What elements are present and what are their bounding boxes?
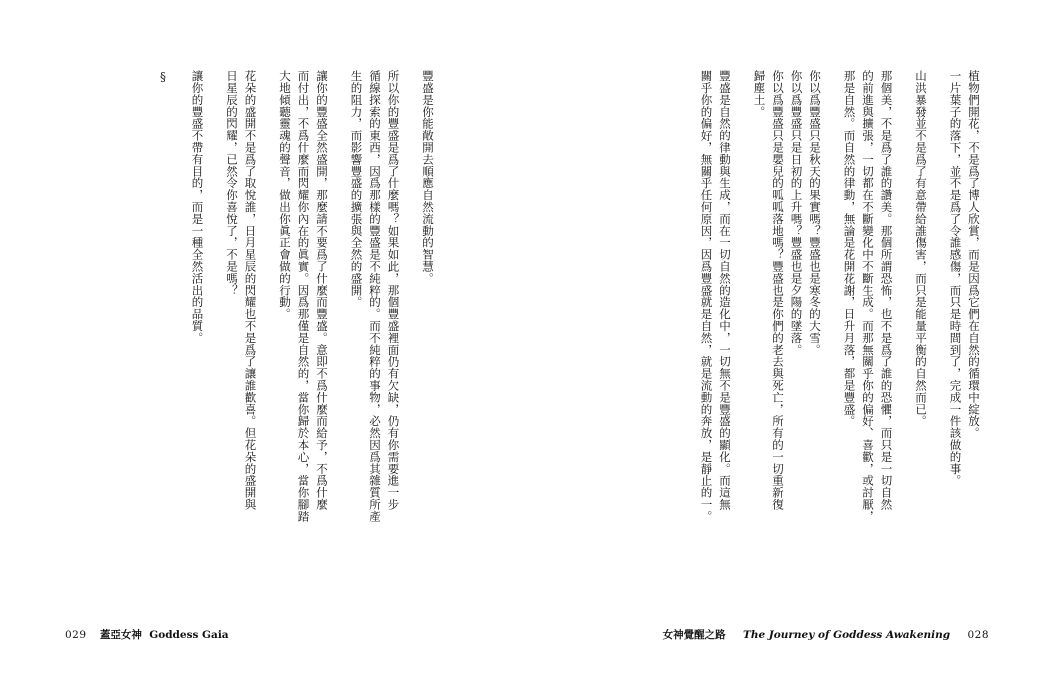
running-head-english: Goddess Gaia — [149, 629, 229, 641]
paragraph-line: 讓你的豐盛全然盛開，那麼請不要爲了什麼而豐盛。意即不爲什麼而給予，不爲什麼 — [315, 70, 329, 511]
section-mark: § — [156, 70, 170, 84]
paragraph-line: 山洪暴發並不是爲了有意帶給誰傷害，而只是能量平衡的自然而已。 — [914, 70, 928, 427]
paragraph-line: 豐盛是自然的律動與生成，而在一切自然的造化中，一切無不是豐盛的顯化。而這無 — [718, 70, 732, 511]
right-page — [525, 0, 1051, 675]
paragraph-line: 那是自然。而自然的律動，無論是花開花謝，日升月落，都是豐盛。 — [842, 70, 857, 427]
paragraph-line: 歸塵土。 — [752, 70, 767, 118]
paragraph-line: 讓你的豐盛不帶有目的，而是一種全然活出的品質。 — [190, 70, 205, 344]
left-page — [0, 0, 525, 675]
paragraph-line: 你以爲豐盛只是嬰兒的呱呱落地嗎？豐盛也是你們的老去與死亡，所有的一切重新復 — [771, 70, 785, 511]
paragraph-line: 日星辰的閃耀，已然令你喜悅了，不是嗎？ — [225, 70, 239, 297]
paragraph-line: 的前進與擴張，一切都在不斷變化中不斷生成。而那無關乎你的偏好、喜歡，或討厭， — [861, 70, 875, 523]
running-head-chinese: 女神覺醒之路 — [662, 629, 726, 641]
paragraph-line: 植物們開花，不是爲了博人欣賞，而是因爲它們在自然的循環中綻放。 — [967, 70, 981, 439]
paragraph-line: 大地傾聽靈魂的聲音，做出你眞正會做的行動。 — [278, 70, 292, 320]
paragraph-line: 那個美，不是爲了誰的讚美。那個所謂恐怖，也不是爲了誰的恐懼，而只是一切自然 — [879, 70, 894, 511]
paragraph-line: 循線探索的東西，因爲那樣的豐盛是不純粹的。而不純粹的事物，必然因爲其雜質所產 — [368, 70, 382, 523]
running-head-chinese: 蓋亞女神 — [99, 629, 142, 641]
paragraph-line: 生的阻力，而影響豐盛的擴張與全然的盛開。 — [349, 70, 364, 308]
paragraph-line: 你以爲豐盛只是日初的上升嗎？豐盛也是夕陽的墜落。 — [789, 70, 804, 356]
paragraph-line: 所以你的豐盛是爲了什麼嗎？如果如此，那個豐盛裡面仍有欠缺，仍有你需要進一步 — [386, 70, 401, 511]
paragraph-line: 花朵的盛開不是爲了取悅誰，日月星辰的閃耀也不是爲了讓誰歡喜。但花朵的盛開與 — [243, 70, 258, 511]
right-page-text-block — [697, 70, 983, 560]
left-page-text-block — [136, 70, 437, 560]
paragraph-line: 一片葉子的落下，並不是爲了令誰感傷，而只是時間到了，完成一件該做的事。 — [948, 70, 963, 487]
paragraph-line: 豐盛是你能敞開去順應自然流動的智慧。 — [421, 70, 435, 285]
page-number: 029 — [65, 629, 87, 641]
right-page-footer — [663, 627, 989, 642]
paragraph-line: 關乎你的偏好，無關乎任何原因，因爲豐盛就是自然，就是流動的奔放，是靜止的一。 — [699, 70, 714, 523]
running-head-english: The Journey of Goddess Awakening — [743, 629, 951, 641]
paragraph-line: 你以爲豐盛只是秋天的果實嗎？豐盛也是寒冬的大雪。 — [808, 70, 822, 356]
left-page-footer — [65, 627, 229, 642]
paragraph-line: 而付出，不爲什麼而閃耀你內在的眞實。因爲那僅是自然的，當你歸於本心，當你腳踏 — [296, 70, 311, 523]
page-number: 028 — [967, 629, 989, 641]
